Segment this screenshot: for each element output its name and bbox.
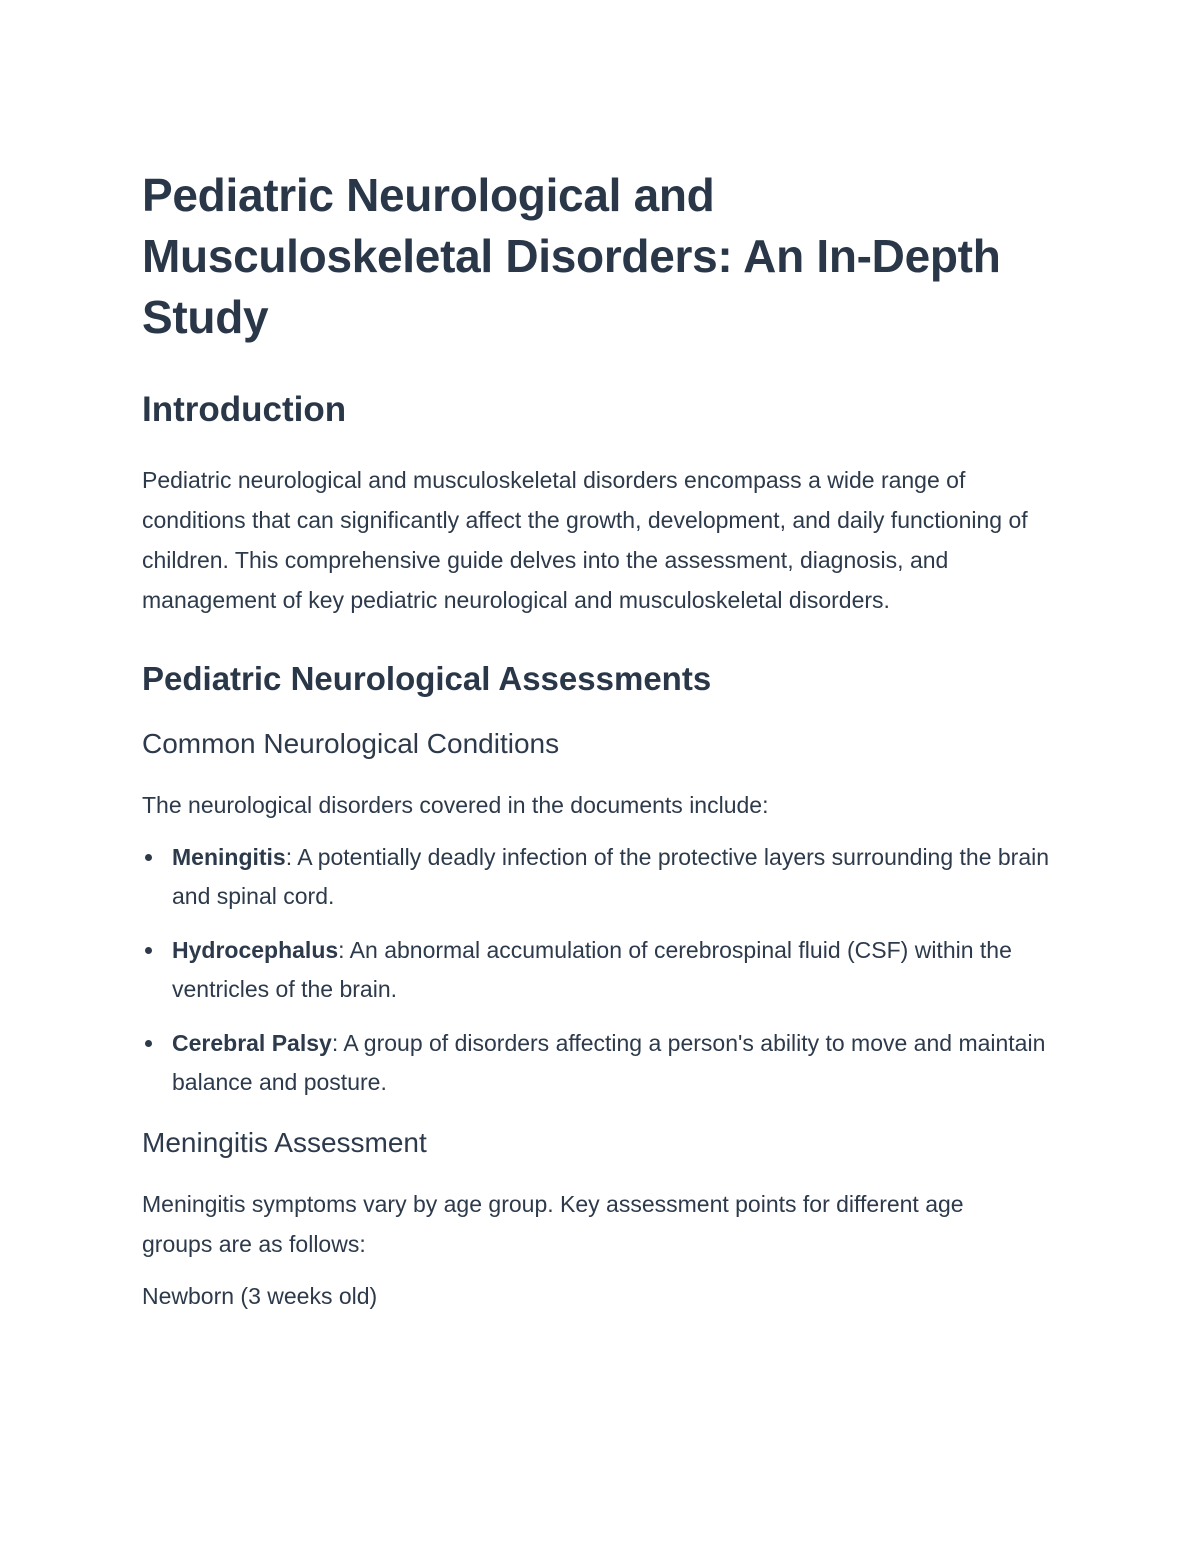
condition-description: : An abnormal accumulation of cerebrospinal fluid (CSF) within the ventricles of the brain.	[172, 937, 1012, 1002]
common-conditions-heading: Common Neurological Conditions	[142, 728, 560, 759]
bullet-icon	[145, 1040, 152, 1047]
document-page	[142, 165, 1062, 1316]
document-title: Pediatric Neurological and Musculoskeletal Disorders: An In-Depth Study	[142, 169, 1001, 343]
list-item	[142, 1024, 1062, 1102]
bullet-icon	[145, 854, 152, 861]
condition-term: Hydrocephalus	[172, 937, 339, 963]
condition-description: : A group of disorders affecting a person's ability to move and maintain balance and posture.	[172, 1030, 1046, 1095]
conditions-list	[142, 838, 1062, 1102]
introduction-paragraph: Pediatric neurological and musculoskeletal disorders encompass a wide range of conditions that can significantly affect the growth, development, and daily functioning of children. This comprehensive guide delves into the assessment, diagnosis, and management of key pediatric neurological and musculoskeletal disorders.	[142, 467, 1028, 613]
list-item	[142, 838, 1062, 916]
conditions-lead: The neurological disorders covered in the documents include:	[142, 792, 769, 818]
bullet-icon	[145, 947, 152, 954]
condition-term: Cerebral Palsy	[172, 1030, 332, 1056]
introduction-heading: Introduction	[142, 390, 347, 429]
meningitis-assessment-heading: Meningitis Assessment	[142, 1127, 427, 1158]
condition-term: Meningitis	[172, 844, 286, 870]
condition-description: : A potentially deadly infection of the protective layers surrounding the brain and spinal cord.	[172, 844, 1050, 909]
meningitis-assessment-paragraph: Meningitis symptoms vary by age group. Key assessment points for different age groups are as follows:	[142, 1191, 964, 1257]
newborn-label: Newborn (3 weeks old)	[142, 1283, 378, 1309]
neuro-assessments-heading: Pediatric Neurological Assessments	[142, 660, 712, 697]
list-item	[142, 931, 1062, 1009]
